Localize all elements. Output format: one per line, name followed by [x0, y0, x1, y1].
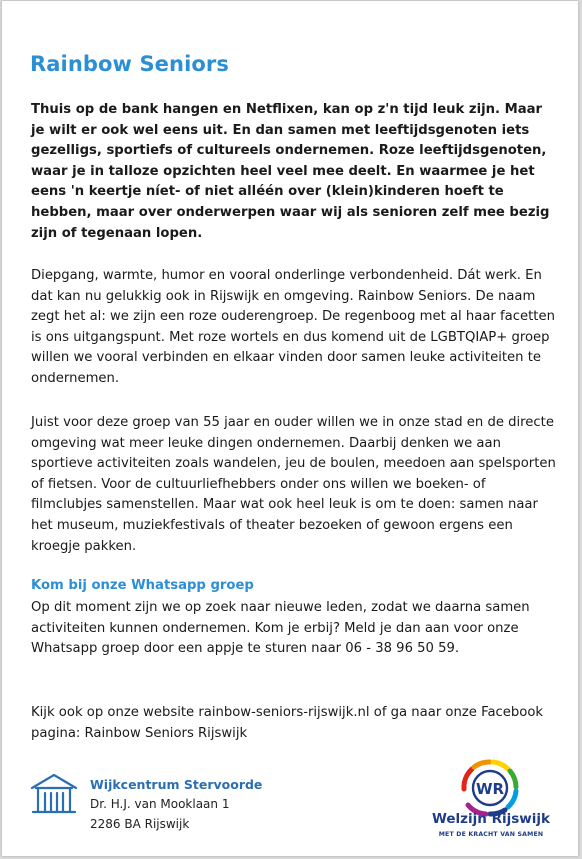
- venue-address: [90, 775, 262, 834]
- paragraph-connection: Diepgang, warmte, humor en vooral onderlinge verbondenheid. Dát werk. En dat kan nu gelukkig ook in Rijswijk en omgeving. Rainbow Seniors. De naam zegt het al: we zijn een roze ouderengroep. De regenboog met al haar facetten is ons uitgangspunt. Met roze wortels en dus komend uit de LGBTQIAP+ groep willen we vooral verbinden en elkaar vinden door samen leuke activiteiten te ondernemen.: [31, 268, 555, 386]
- paragraph-website: Kijk ook op onze website rainbow-seniors-rijswijk.nl of ga naar onze Facebook pagina: Rainbow Seniors Rijswijk: [31, 705, 544, 741]
- address-street: Dr. H.J. van Mooklaan 1: [90, 797, 230, 811]
- intro-paragraph: Thuis op de bank hangen en Netflixen, kan op z'n tijd leuk zijn. Maar je wilt er ook wel eens uit. En dan samen met leeftijdsgenoten iets gezelligs, sportiefs of cultureels ondernemen. Roze leeftijdsgenoten, waar je in talloze opzichten heel veel mee deelt. En waarmee je het eens 'n keertje níet- of niet alléén over (klein)kinderen hoeft te hebben, maar over onderwerpen waar wij als senioren zelf mee bezig zijn of tegenaan lopen.: [31, 102, 550, 241]
- address-city: 2286 BA Rijswijk: [90, 817, 190, 831]
- logo-mark-text: WR: [475, 780, 505, 798]
- whatsapp-heading: Kom bij onze Whatsapp groep: [31, 578, 254, 593]
- venue-name: Wijkcentrum Stervoorde: [90, 777, 263, 792]
- logo-name: Welzijn Rijswijk: [431, 811, 550, 827]
- venue-block: [30, 771, 330, 841]
- logo-tagline: MET DE KRACHT VAN SAMEN: [438, 831, 544, 838]
- flyer-page: [2, 1, 578, 856]
- building-icon: [30, 773, 78, 815]
- welzijn-rijswijk-logo: [414, 749, 568, 849]
- page-title: Rainbow Seniors: [30, 52, 229, 76]
- welzijn-rijswijk-logo-mark: [450, 755, 528, 819]
- paragraph-activities: Juist voor deze groep van 55 jaar en ouder willen we in onze stad en de directe omgeving wat meer leuke dingen ondernemen. Daarbij denken we aan sportieve activiteiten zoals wandelen, jeu de boulen, meedoen aan spelsporten of fietsen. Voor de cultuurliefhebbers onder ons willen we boeken- of filmclubjes samenstellen. Maar wat ook heel leuk is om te doen: samen naar het museum, muziekfestivals of theater bezoeken of gewoon ergens een kroegje pakken.: [31, 415, 556, 554]
- paragraph-whatsapp: Op dit moment zijn we op zoek naar nieuwe leden, zodat we daarna samen activiteiten kunnen ondernemen. Kom je erbij? Meld je dan aan voor onze Whatsapp groep door een appje te sturen naar 06 - 38 96 50 59.: [31, 600, 530, 657]
